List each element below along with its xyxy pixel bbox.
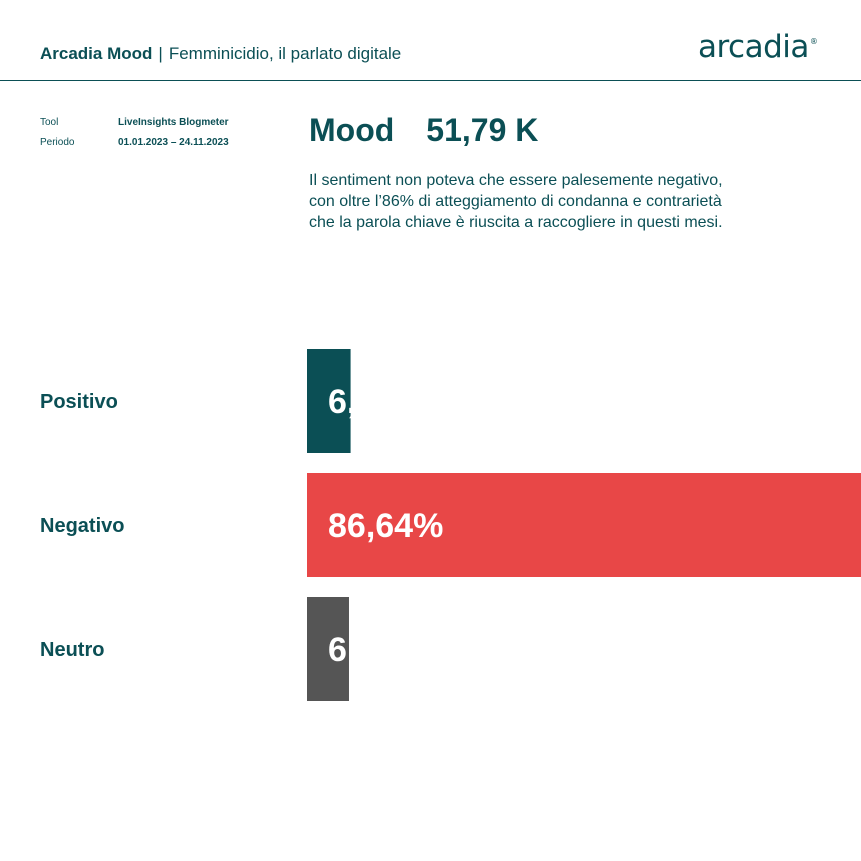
page-title (40, 44, 401, 64)
value-label-negativo: 86,64% (328, 507, 444, 545)
mood-label: Mood (309, 112, 395, 148)
title-separator: | (158, 44, 163, 63)
meta-row-period (40, 133, 229, 153)
mood-heading (309, 112, 538, 149)
tool-label: Tool (40, 117, 59, 128)
meta-info (40, 113, 229, 153)
registered-mark: ® (809, 37, 818, 46)
category-label-negativo: Negativo (40, 515, 125, 537)
description-line: con oltre l’86% di atteggiamento di condanna e contrarietà (309, 193, 722, 210)
period-label: Periodo (40, 137, 75, 148)
period-value: 01.01.2023 – 24.11.2023 (118, 137, 229, 148)
description-line: Il sentiment non poteva che essere palesemente negativo, (309, 172, 723, 189)
category-label-positivo: Positivo (40, 391, 118, 413)
header-bar (0, 0, 861, 81)
brand-name: Arcadia Mood (40, 44, 153, 63)
sentiment-bar-chart (0, 330, 861, 730)
value-label-neutro: 6,56% (328, 631, 425, 669)
mood-description (309, 170, 849, 233)
tool-value: LiveInsights Blogmeter (118, 117, 229, 128)
meta-row-tool (40, 113, 229, 133)
arcadia-logo (698, 29, 817, 65)
page-subtitle: Femminicidio, il parlato digitale (168, 44, 402, 63)
logo-text: arcadia (698, 29, 809, 65)
category-label-neutro: Neutro (40, 639, 105, 661)
mood-total: 51,79 K (426, 112, 539, 148)
value-label-positivo: 6,81% (328, 383, 425, 421)
description-line: che la parola chiave è riuscita a raccogliere in questi mesi. (309, 214, 723, 231)
